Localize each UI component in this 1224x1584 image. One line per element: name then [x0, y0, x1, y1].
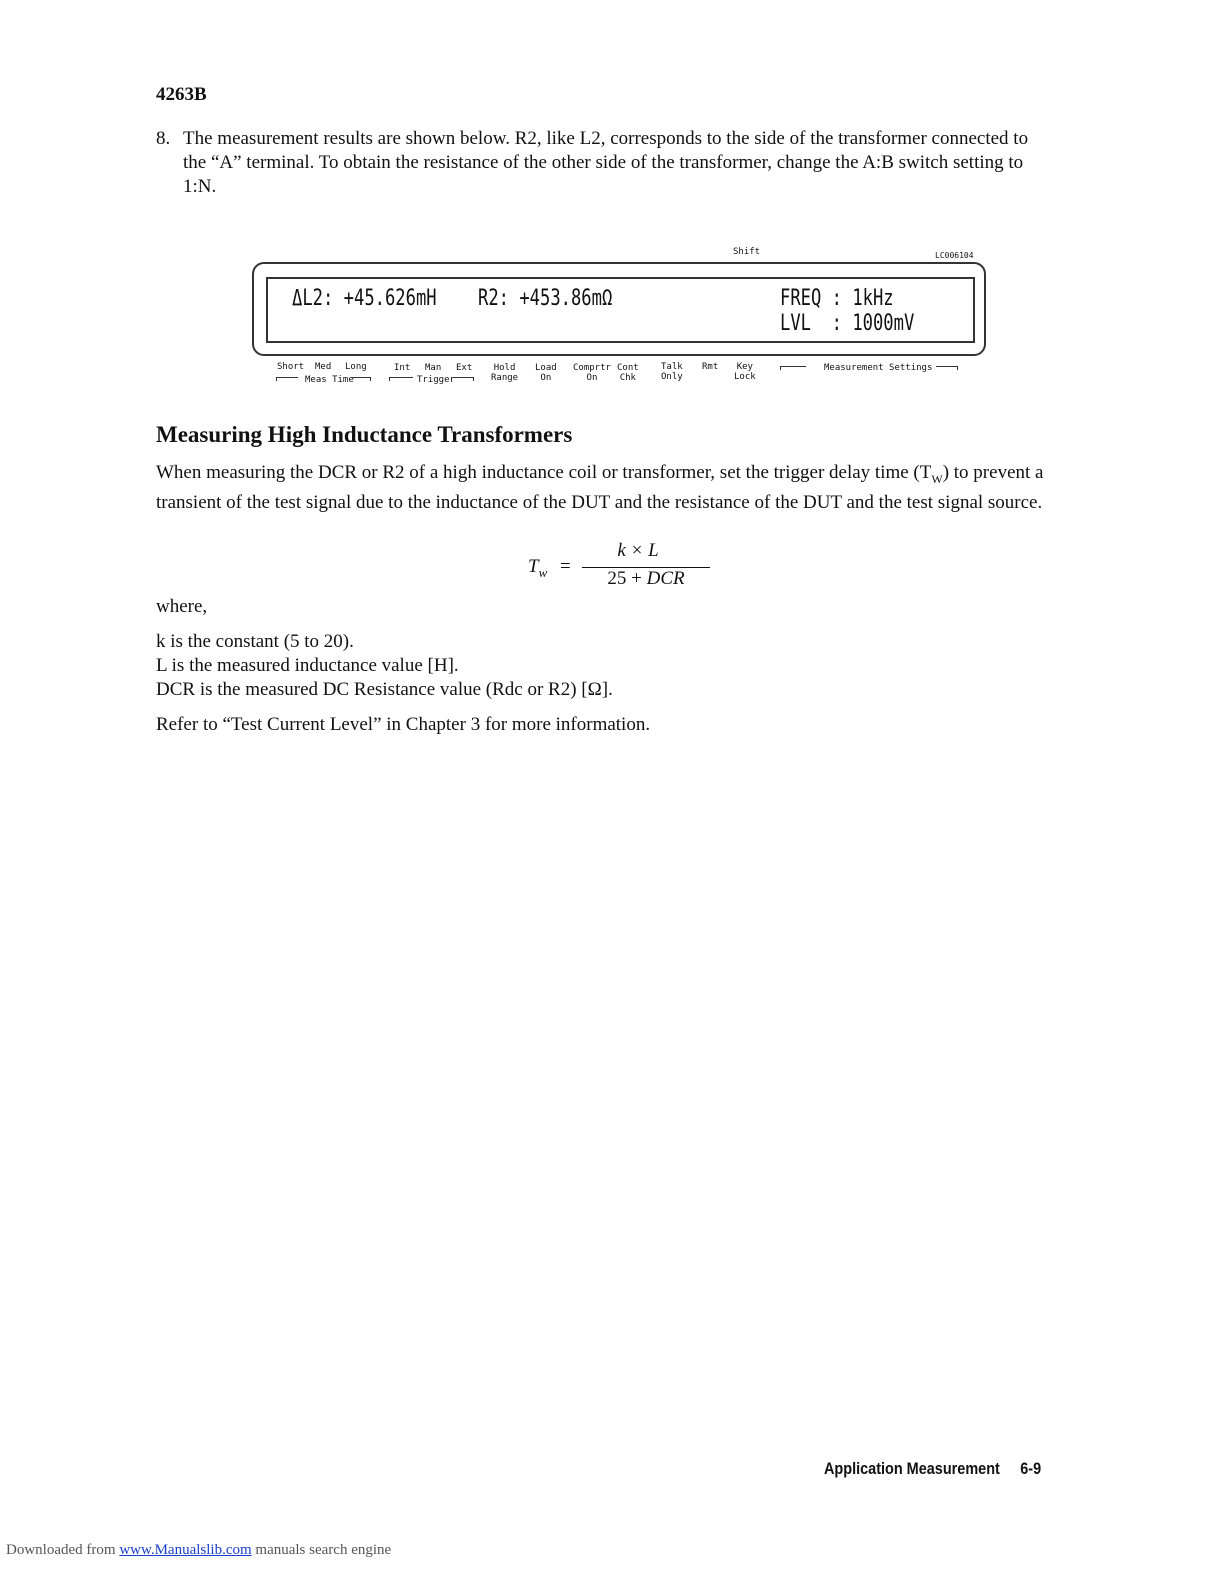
definition-k: k is the constant (5 to 20). — [156, 631, 354, 652]
annunciator-cont-chk — [617, 363, 639, 383]
chk-label: Chk — [619, 373, 636, 383]
section-paragraph — [156, 461, 1056, 515]
lcd-level-readout: LVL : 1000mV — [780, 311, 915, 336]
lcd-primary-readout: ΔL2: +45.626mH — [292, 286, 437, 311]
definition-dcr: DCR is the measured DC Resistance value (Rdc or R2) [Ω]. — [156, 679, 613, 700]
download-prefix: Downloaded from — [6, 1542, 116, 1558]
section-heading: Measuring High Inductance Transformers — [156, 422, 573, 447]
footer-page-number: 6-9 — [1020, 1459, 1042, 1478]
para-text-1: When measuring the DCR or R2 of a high inductance coil or transformer, set the trigger delay time (T — [156, 462, 932, 483]
trigger-bracket-left — [389, 377, 413, 381]
meas-time-bracket-right — [351, 377, 371, 381]
formula-lhs-var: T — [528, 556, 539, 577]
formula-lhs-sub: w — [538, 564, 548, 580]
formula-numerator: k × L — [617, 540, 659, 561]
annunciator-int: Int — [394, 363, 411, 373]
lock-label: Lock — [734, 372, 756, 382]
cont-label: Cont — [617, 363, 639, 373]
annunciator-man: Man — [425, 363, 442, 373]
annunciator-comprtr-on — [573, 363, 611, 383]
para-text-2: ) to prevent a transient of the test signal due to the inductance of the DUT and the resistance of the DUT and the test signal source. — [156, 462, 1044, 513]
figure-id: LC006104 — [935, 251, 974, 260]
footer-section: Application Measurement — [824, 1459, 1000, 1478]
annunciator-meas-time: Meas Time — [305, 375, 354, 385]
range-label: Range — [491, 373, 519, 383]
para-subscript: W — [931, 471, 943, 486]
step-number: 8. — [156, 128, 171, 149]
definition-l: L is the measured inductance value [H]. — [156, 655, 459, 676]
meas-time-bracket-left — [276, 377, 298, 381]
annunciator-short: Short — [277, 362, 305, 372]
talk-label: Talk — [661, 362, 683, 372]
definitions-list — [156, 630, 613, 702]
annunciator-long: Long — [345, 362, 367, 372]
reference-note: Refer to “Test Current Level” in Chapter 3 for more information. — [156, 714, 651, 735]
lcd-freq-readout: FREQ : 1kHz — [780, 286, 894, 311]
comprtr-label: Comprtr — [573, 363, 611, 373]
denominator-constant: 25 + — [607, 568, 642, 589]
annunciator-load-on — [535, 363, 557, 383]
download-suffix: manuals search engine — [255, 1542, 392, 1558]
annunciator-med: Med — [315, 362, 332, 372]
manualslib-link[interactable]: www.Manualslib.com — [119, 1542, 252, 1558]
annunciator-hold-range — [491, 363, 518, 383]
annunciator-ext: Ext — [456, 363, 473, 373]
formula-denominator — [582, 568, 710, 590]
meas-settings-bracket-right — [936, 366, 958, 370]
trigger-bracket-right — [453, 377, 474, 381]
load-on-label: On — [540, 373, 552, 383]
shift-label: Shift — [733, 247, 761, 257]
comprtr-on-label: On — [586, 373, 598, 383]
key-label: Key — [736, 362, 753, 372]
formula-equals: = — [560, 556, 571, 577]
only-label: Only — [661, 372, 683, 382]
annunciator-trigger: Trigger — [417, 375, 455, 385]
annunciator-measurement-settings: Measurement Settings — [824, 363, 933, 373]
lcd-secondary-readout: R2: +453.86mΩ — [478, 286, 613, 311]
step-text: The measurement results are shown below. R2, like L2, corresponds to the side of the transformer connected to the “A” terminal. To obtain the resistance of the other side of the transformer, change the A:B switch setting to 1:N. — [183, 128, 1029, 197]
where-label: where, — [156, 596, 208, 617]
annunciator-rmt: Rmt — [702, 362, 719, 372]
annunciator-key-lock — [734, 362, 756, 382]
formula-lhs — [528, 556, 547, 581]
download-notice — [6, 1542, 391, 1559]
page-footer — [824, 1459, 1041, 1479]
step-8 — [156, 127, 1056, 199]
hold-label: Hold — [493, 363, 516, 373]
model-number: 4263B — [156, 84, 207, 105]
load-label: Load — [535, 363, 557, 373]
denominator-variable: DCR — [646, 568, 685, 589]
meas-settings-bracket-left — [780, 366, 806, 370]
annunciator-talk-only — [661, 362, 683, 382]
